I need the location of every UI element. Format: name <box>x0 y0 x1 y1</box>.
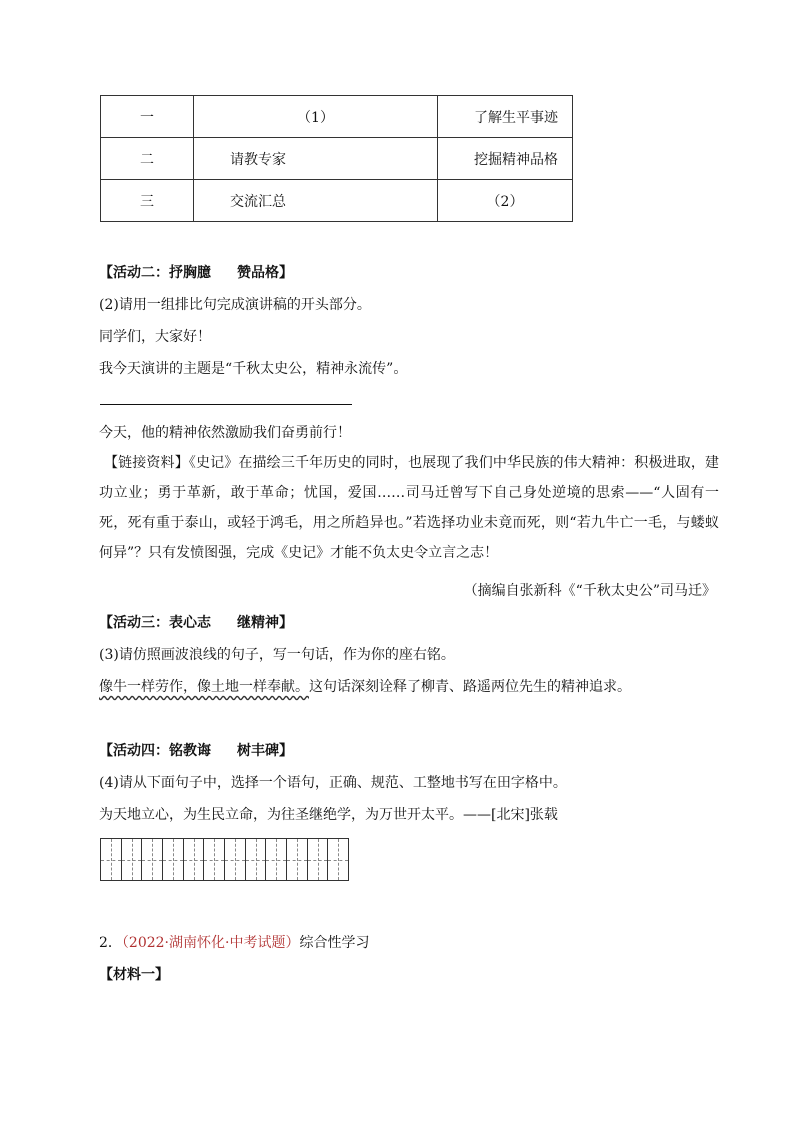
tianzige-cell[interactable] <box>204 839 225 880</box>
content-cell: 请教专家 <box>194 138 438 180</box>
activity4-heading-part-a: 【活动四：铭教诲 <box>99 743 211 759</box>
tianzige-cell[interactable] <box>246 839 267 880</box>
speech-theme: 我今天演讲的主题是“千秋太史公，精神永流传”。 <box>99 361 408 377</box>
tianzige-cell[interactable] <box>163 839 184 880</box>
goal-cell: 挖掘精神品格 <box>438 138 573 180</box>
activity3-heading-part-a: 【活动三：表心志 <box>99 615 211 631</box>
goal-cell: 了解生平事迹 <box>438 96 573 138</box>
activity4-heading-part-b: 树丰碑】 <box>237 743 293 759</box>
material-source: （摘编自张新科《“千秋太史公”司马迁》 <box>463 583 716 599</box>
activity2-heading-part-a: 【活动二：抒胸臆 <box>99 265 211 281</box>
activity4-question: (4)请从下面句子中，选择一个语句，正确、规范、工整地书写在田字格中。 <box>99 775 567 791</box>
tianzige-cell[interactable] <box>328 839 348 880</box>
step-cell: 一 <box>101 96 194 138</box>
tianzige-cell[interactable] <box>122 839 143 880</box>
table-row <box>101 138 573 180</box>
zhangzai-quote: 为天地立心，为生民立命，为往圣继绝学，为万世开太平。——[北宋]张载 <box>99 807 558 823</box>
material-one-label: 【材料一】 <box>99 967 169 983</box>
activity2-heading-part-b: 赞品格】 <box>237 265 293 281</box>
tianzige-cell[interactable] <box>266 839 287 880</box>
step-cell: 二 <box>101 138 194 180</box>
speech-closing: 今天，他的精神依然激励我们奋勇前行！ <box>99 425 351 441</box>
tianzige-cell[interactable] <box>225 839 246 880</box>
activity3-example <box>99 676 631 696</box>
activity-steps-table <box>100 95 573 222</box>
speech-greeting: 同学们，大家好！ <box>99 329 211 345</box>
answer-blank-line <box>100 404 352 405</box>
activity3-heading <box>99 612 293 632</box>
question-number: 2． <box>99 935 122 951</box>
content-cell: （1） <box>194 96 438 138</box>
step-cell: 三 <box>101 180 194 222</box>
tianzige-cell[interactable] <box>101 839 122 880</box>
table-row <box>101 96 573 138</box>
table-row <box>101 180 573 222</box>
tianzige-writing-grid[interactable] <box>100 838 349 881</box>
linked-material: 【链接资料】《史记》在描绘三千年历史的同时，也展现了我们中华民族的伟大精神：积极进取，建功立业；勇于革新，敢于革命；忧国，爱国……司马迁曾写下自己身处逆境的思索——“人固有一死，死有重于泰山，或轻于鸿毛，用之所趋异也。”若选择功业未竟而死，则“若九牛亡一毛，与蝼蚁何异”？只有发愤图强，完成《史记》才能不负太史令立言之志！ <box>99 455 719 561</box>
question-source: （2022·湖南怀化·中考试题） <box>121 935 300 951</box>
tianzige-cell[interactable] <box>287 839 308 880</box>
activity2-heading <box>99 262 293 282</box>
tianzige-cell[interactable] <box>184 839 205 880</box>
content-cell: 交流汇总 <box>194 180 438 222</box>
tianzige-cell[interactable] <box>308 839 329 880</box>
activity2-question: (2)请用一组排比句完成演讲稿的开头部分。 <box>99 297 371 313</box>
example-rest: 这句话深刻诠释了柳青、路遥两位先生的精神追求。 <box>309 679 631 695</box>
question-title: 综合性学习 <box>299 935 370 951</box>
wavy-underlined-sentence: 像牛一样劳作，像土地一样奉献。 <box>99 679 309 695</box>
goal-cell: （2） <box>438 180 573 222</box>
tianzige-cell[interactable] <box>142 839 163 880</box>
activity3-heading-part-b: 继精神】 <box>237 615 293 631</box>
question2-header <box>99 932 369 952</box>
activity4-heading <box>99 740 293 760</box>
activity3-question: (3)请仿照画波浪线的句子，写一句话，作为你的座右铭。 <box>99 647 455 663</box>
